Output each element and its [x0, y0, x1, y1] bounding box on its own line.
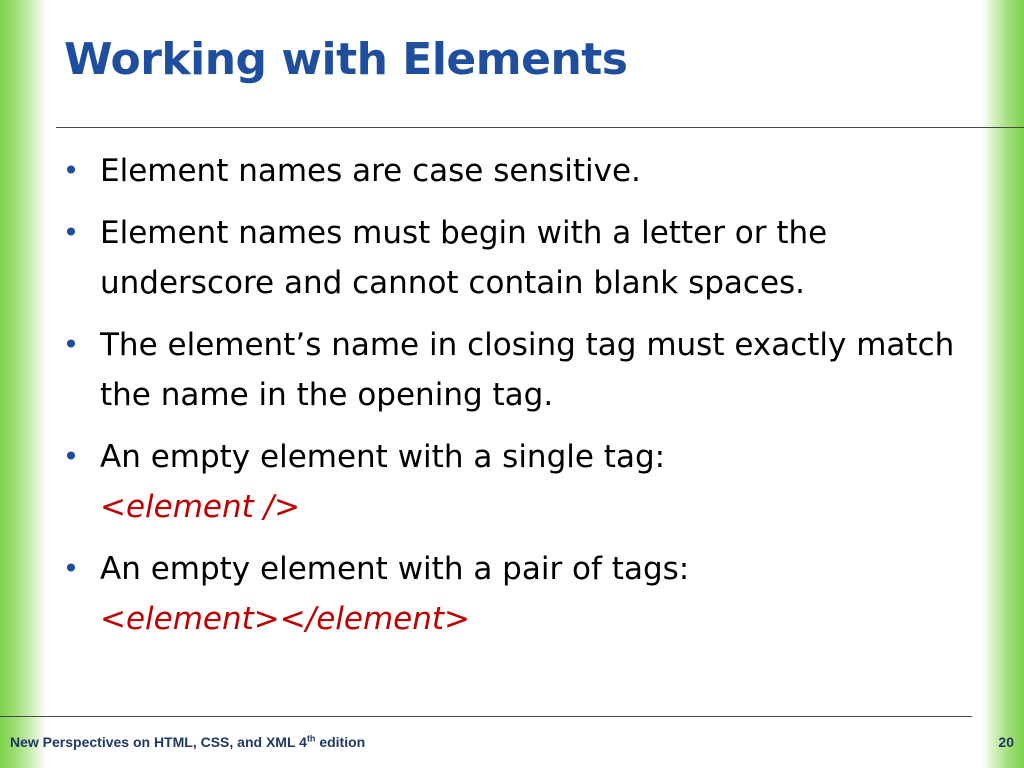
- bullet-item: [56, 146, 956, 196]
- bullet-text: Element names are case sensitive.: [100, 153, 641, 189]
- footer-divider: [0, 716, 972, 717]
- bullet-text: An empty element with a single tag:: [100, 439, 666, 475]
- code-example-tag-pair: <element></element>: [100, 601, 471, 637]
- right-green-stripe: [982, 0, 1024, 768]
- bullet-text: Element names must begin with a letter or the underscore and cannot contain blank spaces.: [100, 215, 828, 301]
- bullet-icon: •: [62, 216, 80, 249]
- bullet-item: [56, 320, 956, 420]
- bullet-item: [56, 208, 956, 308]
- footer-edition-word: edition: [315, 734, 366, 750]
- footer-title-text: New Perspectives on HTML, CSS, and XML 4: [10, 734, 307, 750]
- bullet-icon: •: [62, 328, 80, 361]
- code-example-single-tag: <element />: [100, 489, 301, 525]
- footer-book-title: [10, 734, 365, 750]
- bullet-text: The element’s name in closing tag must exactly match the name in the opening tag.: [100, 327, 955, 413]
- bullet-item: [56, 544, 956, 644]
- slide-title: Working with Elements: [64, 34, 628, 85]
- bullet-icon: •: [62, 154, 80, 187]
- bullet-icon: •: [62, 440, 80, 473]
- page-number: 20: [998, 734, 1014, 750]
- bullet-item: [56, 432, 956, 532]
- title-divider: [56, 127, 1024, 128]
- bullet-text: An empty element with a pair of tags:: [100, 551, 690, 587]
- bullet-icon: •: [62, 552, 80, 585]
- footer-edition-superscript: th: [306, 733, 316, 744]
- left-green-stripe: [0, 0, 46, 768]
- bullet-list: [56, 146, 956, 656]
